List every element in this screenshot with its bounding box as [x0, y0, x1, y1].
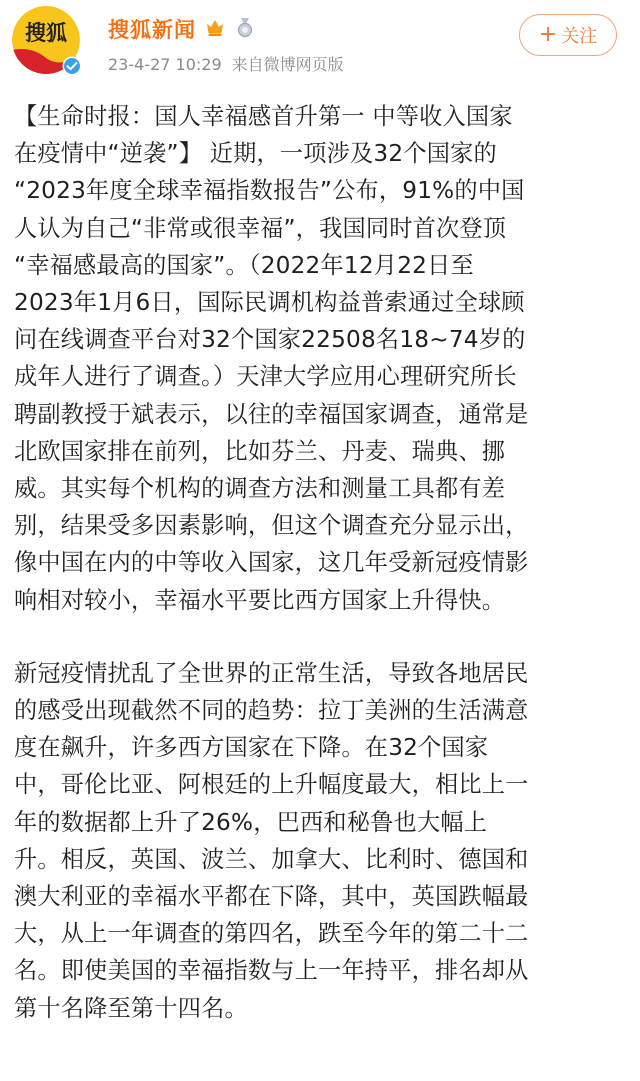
vip-crown-icon: [204, 16, 226, 42]
text-line: 名。即使美国的幸福指数与上一年持平，排名却从: [14, 957, 529, 985]
text-line: 大，从上一年调查的第四名，跌至今年的第二十二: [14, 920, 529, 948]
post-source: 来自微博网页版: [231, 55, 344, 74]
avatar-text: 搜狐: [25, 21, 67, 45]
text-line: 人认为自己“非常或很幸福”，我国同时首次登顶: [14, 214, 507, 242]
account-name[interactable]: 搜狐新闻: [108, 18, 196, 42]
text-line: 新冠疫情扰乱了全世界的正常生活，导致各地居民: [14, 659, 529, 687]
plus-icon: +: [538, 22, 558, 47]
post-header: [0, 0, 640, 88]
post-paragraph-2: [14, 655, 626, 1027]
text-line: 响相对较小，幸福水平要比西方国家上升得快。: [14, 586, 506, 614]
post-paragraph-1: [14, 98, 626, 619]
text-line: 升。相反，英国、波兰、加拿大、比利时、德国和: [14, 845, 529, 873]
follow-label: 关注: [561, 26, 598, 47]
text-line: 威。其实每个机构的调查方法和测量工具都有差: [14, 475, 506, 503]
text-line: 第十名降至第十四名。: [14, 994, 248, 1022]
text-line: 在疫情中“逆袭”】 近期，一项涉及32个国家的: [14, 140, 497, 168]
follow-button[interactable]: [519, 14, 617, 56]
text-line: 聘副教授于斌表示，以往的幸福国家调查，通常是: [14, 400, 529, 428]
post-content: [14, 98, 626, 1027]
medal-icon: [234, 16, 256, 42]
text-line: 别，结果受多因素影响，但这个调查充分显示出，: [14, 512, 529, 540]
verified-badge-icon: [62, 56, 82, 76]
text-line: 像中国在内的中等收入国家，这几年受新冠疫情影: [14, 549, 529, 577]
account-name-row: [108, 14, 256, 44]
post-meta: [108, 52, 344, 75]
text-line: 的感受出现截然不同的趋势：拉丁美洲的生活满意: [14, 697, 529, 725]
post-timestamp[interactable]: 23-4-27 10:29: [108, 55, 222, 74]
text-line: “2023年度全球幸福指数报告”公布，91%的中国: [14, 177, 525, 205]
text-line: “幸福感最高的国家”。（2022年12月22日至: [14, 251, 474, 279]
text-line: 年的数据都上升了26%，巴西和秘鲁也大幅上: [14, 808, 488, 836]
text-line: 2023年1月6日，国际民调机构益普索通过全球顾: [14, 289, 525, 317]
text-line: 成年人进行了调查。）天津大学应用心理研究所长: [14, 363, 517, 391]
text-line: 澳大利亚的幸福水平都在下降，其中，英国跌幅最: [14, 883, 529, 911]
text-line: 问在线调查平台对32个国家22508名18~74岁的: [14, 326, 526, 354]
text-line: 度在飙升，许多西方国家在下降。在32个国家: [14, 734, 489, 762]
text-line: 北欧国家排在前列，比如芬兰、丹麦、瑞典、挪: [14, 437, 506, 465]
text-line: 中，哥伦比亚、阿根廷的上升幅度最大，相比上一: [14, 771, 529, 799]
text-line: 【生命时报：国人幸福感首升第一 中等收入国家: [14, 103, 513, 130]
